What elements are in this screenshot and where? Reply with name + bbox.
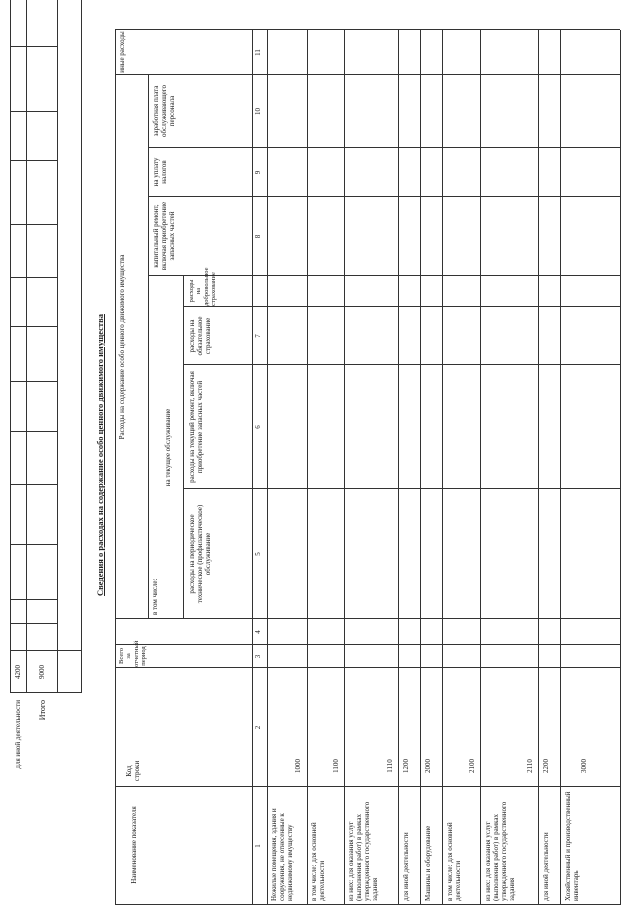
row-code: 2100	[468, 759, 476, 773]
total-label: Итого	[38, 700, 47, 721]
col-num-7: 7	[254, 334, 262, 338]
row-code: 1200	[402, 759, 410, 773]
col-num-9: 9	[254, 170, 262, 175]
col-num-4: 4	[254, 630, 262, 634]
col-num-3: 3	[254, 654, 262, 659]
row-label: Машины и оборудование	[424, 825, 432, 901]
col-num-10: 10	[254, 108, 262, 115]
col8-header: капитальный ремонт, включая приобретение запасных частей	[152, 201, 177, 271]
total-code: 9000	[38, 665, 46, 679]
col4-header: расходы на периодическое техническое (профилактическое) обслуживание	[188, 504, 213, 604]
col-code-header: Код строки	[125, 760, 142, 782]
col-num-6: 6	[254, 425, 262, 429]
col5-header: расходы на текущий ремонт, включая приобретение запасных частей	[188, 371, 205, 483]
top-row-code: 4200	[14, 665, 22, 679]
col-num-8: 8	[254, 234, 262, 239]
row-label: из них: для оказания услуг (выполнения работ) в рамках утвержденного государственного задания	[347, 801, 380, 901]
col-num-11: 11	[254, 49, 262, 56]
expenses-header: Расходы на содержание особо ценного движимого имущества	[118, 254, 126, 440]
col9-header: на уплату налогов	[152, 157, 169, 187]
row-code: 1110	[386, 759, 394, 773]
col-num-5: 5	[254, 552, 262, 556]
col7-header: расходы на добровольное страхование	[188, 267, 218, 306]
col-num-1: 1	[254, 844, 262, 848]
row-code: 2000	[424, 759, 432, 773]
col-name-header: Наименование показателя	[130, 806, 138, 884]
row-code: 3000	[580, 759, 588, 773]
row-code: 2110	[526, 759, 534, 773]
row-label: Нежилые помещения, здания и сооружения, не отнесенные к недвижимому имуществу	[270, 808, 295, 901]
row-code: 1100	[332, 759, 340, 773]
row-code: 1000	[294, 759, 302, 773]
col10-header: заработная плата обслуживающего персонала	[152, 85, 177, 137]
row-label: для иной деятельности	[542, 832, 550, 901]
col6-header: расходы на обязательное страхование	[188, 316, 213, 356]
row-label: для иной деятельности	[402, 832, 410, 901]
col11-header: иные расходы	[118, 31, 126, 73]
col-num-2: 2	[254, 725, 262, 730]
row-label: в том числе: для основной деятельности	[446, 822, 463, 901]
top-row-label: для иной деятельности	[14, 700, 22, 769]
row-label: Хозяйственный и производственный инвентарь	[564, 791, 581, 901]
row-label: из них: для оказания услуг (выполнения работ) в рамках утвержденного государственного задания	[484, 801, 517, 901]
row-code: 2200	[542, 759, 550, 773]
incl-header: в том числе:	[151, 578, 159, 615]
col-total-header: Всего за отчетный период	[118, 640, 148, 667]
current-header: на текущее обслуживание	[164, 408, 172, 487]
section-heading: Сведения о расходах на содержание особо ценного движимого имущества	[95, 314, 105, 596]
row-label: в том числе: для основной деятельности	[310, 822, 327, 901]
